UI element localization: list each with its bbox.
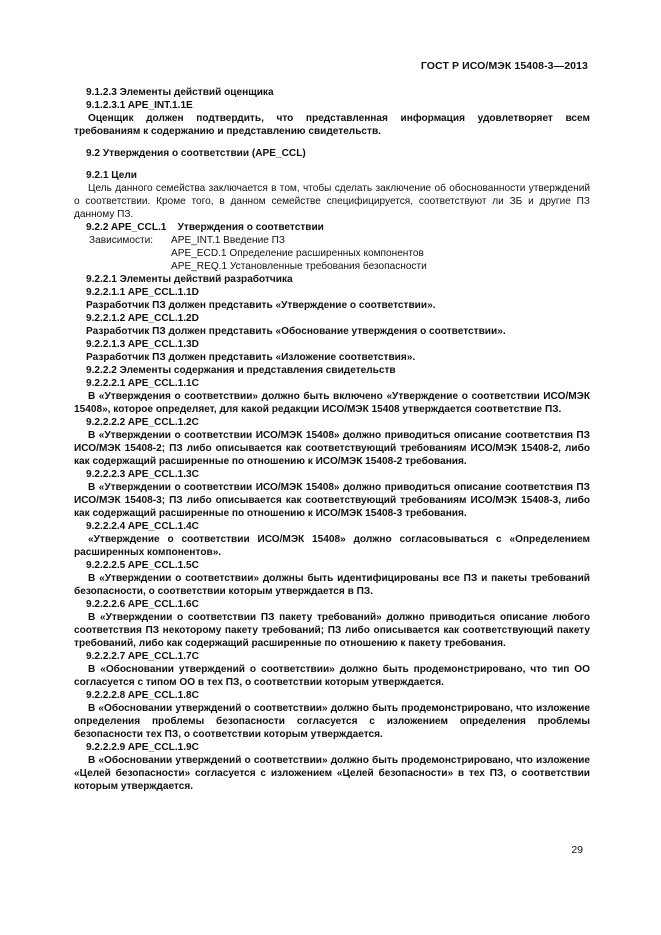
element-heading: 9.2.2.2.9 APE_CCL.1.9C bbox=[86, 742, 199, 753]
element-heading: 9.2.2.2.7 APE_CCL.1.7C bbox=[86, 651, 199, 662]
paragraph: Разработчик ПЗ должен представить «Обоснование утверждения о соответствии». bbox=[86, 326, 506, 337]
dependencies bbox=[74, 234, 590, 273]
paragraph: В «Утверждении о соответствии» должны быть идентифицированы все ПЗ и пакеты требований безопасности, о соответствии которым утверждается в ПЗ. bbox=[74, 573, 590, 597]
element-heading: 9.2.2.1.2 APE_CCL.1.2D bbox=[86, 313, 199, 324]
element-heading: 9.2.2.2.2 APE_CCL.1.2C bbox=[86, 417, 199, 428]
paragraph: В «Утверждения о соответствии» должно быть включено «Утверждение о соответствии ИСО/МЭК 15408», которое определяет, для какой редакции ИСО/МЭК 15408 утверждается соответствие ПЗ. bbox=[74, 391, 590, 415]
element-heading: 9.2.2.2.3 APE_CCL.1.3C bbox=[86, 469, 199, 480]
element-heading: 9.2.2.2.4 APE_CCL.1.4C bbox=[86, 521, 199, 532]
paragraph: В «Обосновании утверждений о соответствии» должно быть продемонстрировано, что изложение «Целей безопасности» согласуется с изложением «Целей безопасности» в тех ПЗ, о соответствии которым утверждается. bbox=[74, 755, 590, 792]
paragraph: Разработчик ПЗ должен представить «Утверждение о соответствии». bbox=[86, 300, 436, 311]
dependencies-list bbox=[171, 234, 590, 273]
element-heading: 9.1.2.3.1 APE_INT.1.1E bbox=[86, 100, 193, 111]
dependency-item: APE_ECD.1 Определение расширенных компонентов bbox=[171, 248, 424, 259]
element-heading: 9.2.2.2.8 APE_CCL.1.8C bbox=[86, 690, 199, 701]
paragraph: В «Утверждении о соответствии ИСО/МЭК 15408» должно приводиться описание соответствия ПЗ ИСО/МЭК 15408-3; ПЗ либо описывается как соответствующий требованиям ИСО/МЭК 15408-3, либо как содержащий расширенные по отношению к ИСО/МЭК 15408-3 требования. bbox=[74, 482, 590, 519]
dependency-item: APE_REQ.1 Установленные требования безопасности bbox=[171, 261, 427, 272]
paragraph: Цель данного семейства заключается в том, чтобы сделать заключение об обоснованности утверждений о соответствии. Кроме того, в данном семействе специфицируется, соответствуют ли ЗБ и другие ПЗ данному ПЗ. bbox=[74, 183, 590, 220]
paragraph: «Утверждение о соответствии ИСО/МЭК 15408» должно согласовываться с «Определением расширенных компонентов». bbox=[74, 534, 590, 558]
section-heading: 9.2.1 Цели bbox=[86, 170, 137, 181]
paragraph: В «Утверждении о соответствии ПЗ пакету требований» должно приводиться описание любого соответствия ПЗ некоторому пакету требований; ПЗ либо описывается как соответствующий пакету требований, либо как содержащий расширенные по отношению к пакету требования. bbox=[74, 612, 590, 649]
element-heading: 9.2.2.2.1 APE_CCL.1.1C bbox=[86, 378, 199, 389]
paragraph: В «Обосновании утверждений о соответствии» должно быть продемонстрировано, что изложение определения проблемы безопасности согласуется с изложением определения проблемы безопасности тех ПЗ, о соответствии которым утверждается. bbox=[74, 703, 590, 740]
section-heading: 9.2.2.2 Элементы содержания и представления свидетельств bbox=[86, 365, 396, 376]
section-heading: 9.2 Утверждения о соответствии (APE_CCL) bbox=[86, 148, 306, 159]
dependencies-label: Зависимости: bbox=[89, 235, 154, 246]
component-heading: 9.2.2 APE_CCL.1 Утверждения о соответствии bbox=[86, 222, 324, 233]
element-heading: 9.2.2.2.5 APE_CCL.1.5C bbox=[86, 560, 199, 571]
element-heading: 9.2.2.1.3 APE_CCL.1.3D bbox=[86, 339, 199, 350]
page-number: 29 bbox=[571, 844, 583, 856]
paragraph: Разработчик ПЗ должен представить «Изложение соответствия». bbox=[86, 352, 416, 363]
element-heading: 9.2.2.2.6 APE_CCL.1.6C bbox=[86, 599, 199, 610]
section-heading: 9.1.2.3 Элементы действий оценщика bbox=[86, 87, 274, 98]
paragraph: Оценщик должен подтвердить, что представленная информация удовлетворяет всем требованиям к содержанию и представлению свидетельств. bbox=[74, 113, 590, 137]
dependency-item: APE_INT.1 Введение ПЗ bbox=[171, 235, 286, 246]
document-body bbox=[74, 86, 590, 793]
element-heading: 9.2.2.1.1 APE_CCL.1.1D bbox=[86, 287, 199, 298]
paragraph: В «Утверждении о соответствии ИСО/МЭК 15408» должно приводиться описание соответствия ПЗ ИСО/МЭК 15408-2; ПЗ либо описывается как соответствующий требованиям ИСО/МЭК 15408-2, либо как содержащий расширенные по отношению к ИСО/МЭК 15408-2 требования. bbox=[74, 430, 590, 467]
section-heading: 9.2.2.1 Элементы действий разработчика bbox=[86, 274, 293, 285]
document-header: ГОСТ Р ИСО/МЭК 15408-3—2013 bbox=[420, 60, 588, 72]
paragraph: В «Обосновании утверждений о соответствии» должно быть продемонстрировано, что тип ОО согласуется с типом ОО в тех ПЗ, о соответствии которым утверждается. bbox=[74, 664, 590, 688]
